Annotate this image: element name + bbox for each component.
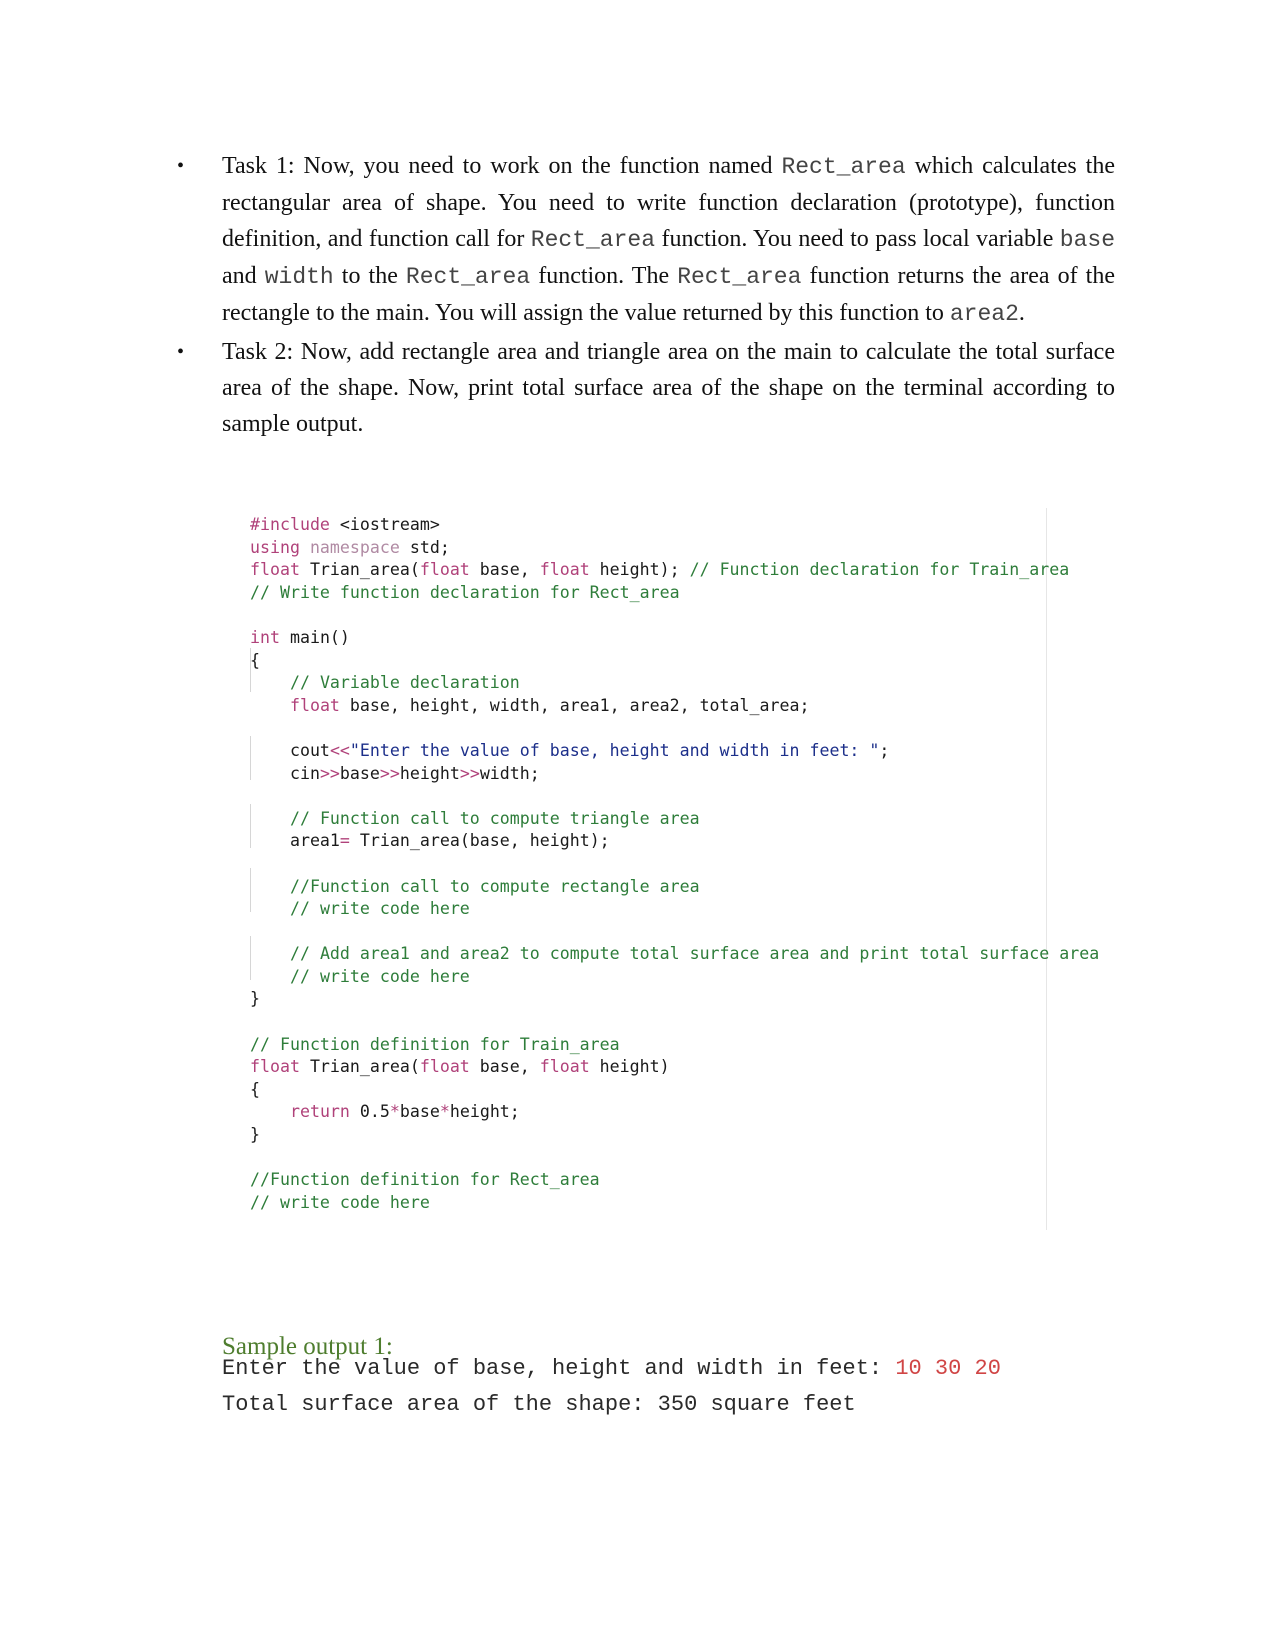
code-token: // Write function declaration for Rect_area <box>250 582 680 602</box>
inline-code: width <box>264 264 334 290</box>
sample-output-title: Sample output 1: <box>222 1333 393 1360</box>
code-token: * <box>389 1102 400 1122</box>
code-token: Trian_area( <box>299 560 420 580</box>
code-token: float <box>419 560 470 580</box>
code-line <box>250 1169 1120 1192</box>
code-token: } <box>250 1125 260 1145</box>
code-line <box>250 650 1120 673</box>
code-token: float <box>250 560 300 580</box>
task-text: function returns the area of the rectangle to the main. You will assign the value returned by this function to <box>222 263 1115 326</box>
code-token: cout <box>250 740 330 760</box>
code-token: base, height, width, area1, area2, total_area; <box>339 695 810 715</box>
task-item <box>175 334 1115 442</box>
bullet: • <box>177 155 185 177</box>
code-line <box>250 514 1120 537</box>
code-line <box>250 1056 1120 1079</box>
code-token: int <box>250 627 280 647</box>
code-token: >> <box>379 763 400 783</box>
task-text: function. You need to pass local variable <box>655 226 1060 252</box>
code-token: // Function call to compute triangle area <box>289 808 700 828</box>
code-line <box>250 785 1120 808</box>
code-token: { <box>250 650 260 670</box>
code-token: // Add area1 and area2 to compute total surface area and print total surface area <box>289 944 1100 964</box>
code-token: namespace <box>299 537 400 557</box>
code-line <box>250 966 1120 989</box>
task-text: function. The <box>530 263 678 289</box>
inline-code: base <box>1059 227 1116 253</box>
code-token <box>250 1102 290 1121</box>
code-line <box>250 672 1120 695</box>
code-line <box>250 808 1120 831</box>
code-line <box>250 898 1120 921</box>
code-line <box>250 627 1120 650</box>
code-token <box>250 673 290 692</box>
code-token: << <box>329 740 350 760</box>
code-token: base, <box>469 560 540 580</box>
code-token: height) <box>589 1057 670 1077</box>
code-line <box>250 1034 1120 1057</box>
code-line <box>250 921 1120 944</box>
code-screenshot <box>250 514 1120 1236</box>
inline-code: Rect_area <box>405 264 531 290</box>
code-token: // write code here <box>289 966 470 986</box>
sample-prompt-text: Enter the value of base, height and width in feet: <box>222 1356 896 1381</box>
code-token: std; <box>399 537 450 557</box>
bullet: • <box>177 341 185 363</box>
code-line <box>250 853 1120 876</box>
code-token: float <box>539 560 590 580</box>
code-line <box>250 1147 1120 1170</box>
code-token: "Enter the value of base, height and width in feet: " <box>349 740 880 760</box>
code-token: height); <box>589 560 690 580</box>
code-token: using <box>250 537 300 557</box>
code-line <box>250 604 1120 627</box>
code-line <box>250 830 1120 853</box>
task-list <box>175 148 1115 444</box>
code-line <box>250 559 1120 582</box>
code-line <box>250 1101 1120 1124</box>
code-token: Trian_area( <box>299 1057 420 1077</box>
sample-output-prompt-line <box>222 1356 1001 1381</box>
code-token: height <box>399 763 460 783</box>
code-token <box>250 809 290 828</box>
code-token <box>250 944 290 963</box>
code-token: = <box>339 831 350 851</box>
code-token: //Function call to compute rectangle area <box>289 876 700 896</box>
code-line <box>250 1079 1120 1102</box>
code-line <box>250 740 1120 763</box>
code-token: // Variable declaration <box>289 673 520 693</box>
code-token: // write code here <box>250 1192 430 1212</box>
code-token: // Function definition for Train_area <box>250 1034 620 1054</box>
code-token: height; <box>449 1102 520 1122</box>
code-token: { <box>250 1079 260 1099</box>
code-line <box>250 876 1120 899</box>
code-line <box>250 717 1120 740</box>
task-text: and <box>222 263 265 289</box>
code-token: >> <box>319 763 340 783</box>
code-line <box>250 988 1120 1011</box>
code-token: main() <box>279 627 350 647</box>
code-token: float <box>250 1057 300 1077</box>
code-token: float <box>539 1057 590 1077</box>
code-token: 0.5 <box>349 1102 390 1122</box>
sample-output-result-line: Total surface area of the shape: 350 square feet <box>222 1392 856 1417</box>
task-item <box>175 148 1115 332</box>
code-line <box>250 695 1120 718</box>
code-token: area1 <box>250 831 340 851</box>
inline-code: Rect_area <box>677 264 802 290</box>
sample-input-values: 10 30 20 <box>895 1356 1001 1381</box>
code-line <box>250 763 1120 786</box>
code-token: width; <box>479 763 540 783</box>
code-token <box>250 877 290 896</box>
task-text: . <box>1018 300 1025 326</box>
code-token <box>250 967 290 986</box>
code-line <box>250 943 1120 966</box>
code-token: float <box>419 1057 470 1077</box>
task-text: Task 1: Now, you need to work on the function named <box>222 153 782 179</box>
code-token: >> <box>459 763 480 783</box>
inline-code: area2 <box>949 301 1019 327</box>
code-token: #include <box>250 515 330 534</box>
code-line <box>250 582 1120 605</box>
code-token: ; <box>879 740 890 760</box>
code-line <box>250 1192 1120 1215</box>
inline-code: Rect_area <box>530 227 656 253</box>
code-token: base <box>399 1102 440 1122</box>
code-token: base, <box>469 1057 540 1077</box>
code-token: // write code here <box>289 899 470 919</box>
code-token: cin <box>250 763 320 783</box>
code-token: float <box>289 695 340 715</box>
code-token: * <box>439 1102 450 1122</box>
task-text: to the <box>333 263 406 289</box>
code-token <box>250 899 290 918</box>
code-token <box>250 696 290 715</box>
code-line <box>250 1124 1120 1147</box>
task-text: Task 2: Now, add rectangle area and triangle area on the main to calculate the total surface area of the shape. Now, print total surface area of the shape on the terminal according to sample output. <box>222 339 1115 437</box>
code-token: } <box>250 989 260 1009</box>
code-token: //Function definition for Rect_area <box>250 1170 600 1190</box>
code-line <box>250 537 1120 560</box>
code-token: Trian_area(base, height); <box>349 831 610 851</box>
code-token: <iostream> <box>329 515 440 534</box>
code-token: // Function declaration for Train_area <box>689 560 1070 580</box>
code-token: return <box>289 1102 350 1122</box>
code-token: base <box>339 763 380 783</box>
code-line <box>250 1011 1120 1034</box>
inline-code: Rect_area <box>781 154 906 180</box>
task-text: which calculates the rectangular area of shape. You need to write function declaration (prototype), function definition, and function call for <box>222 153 1116 252</box>
